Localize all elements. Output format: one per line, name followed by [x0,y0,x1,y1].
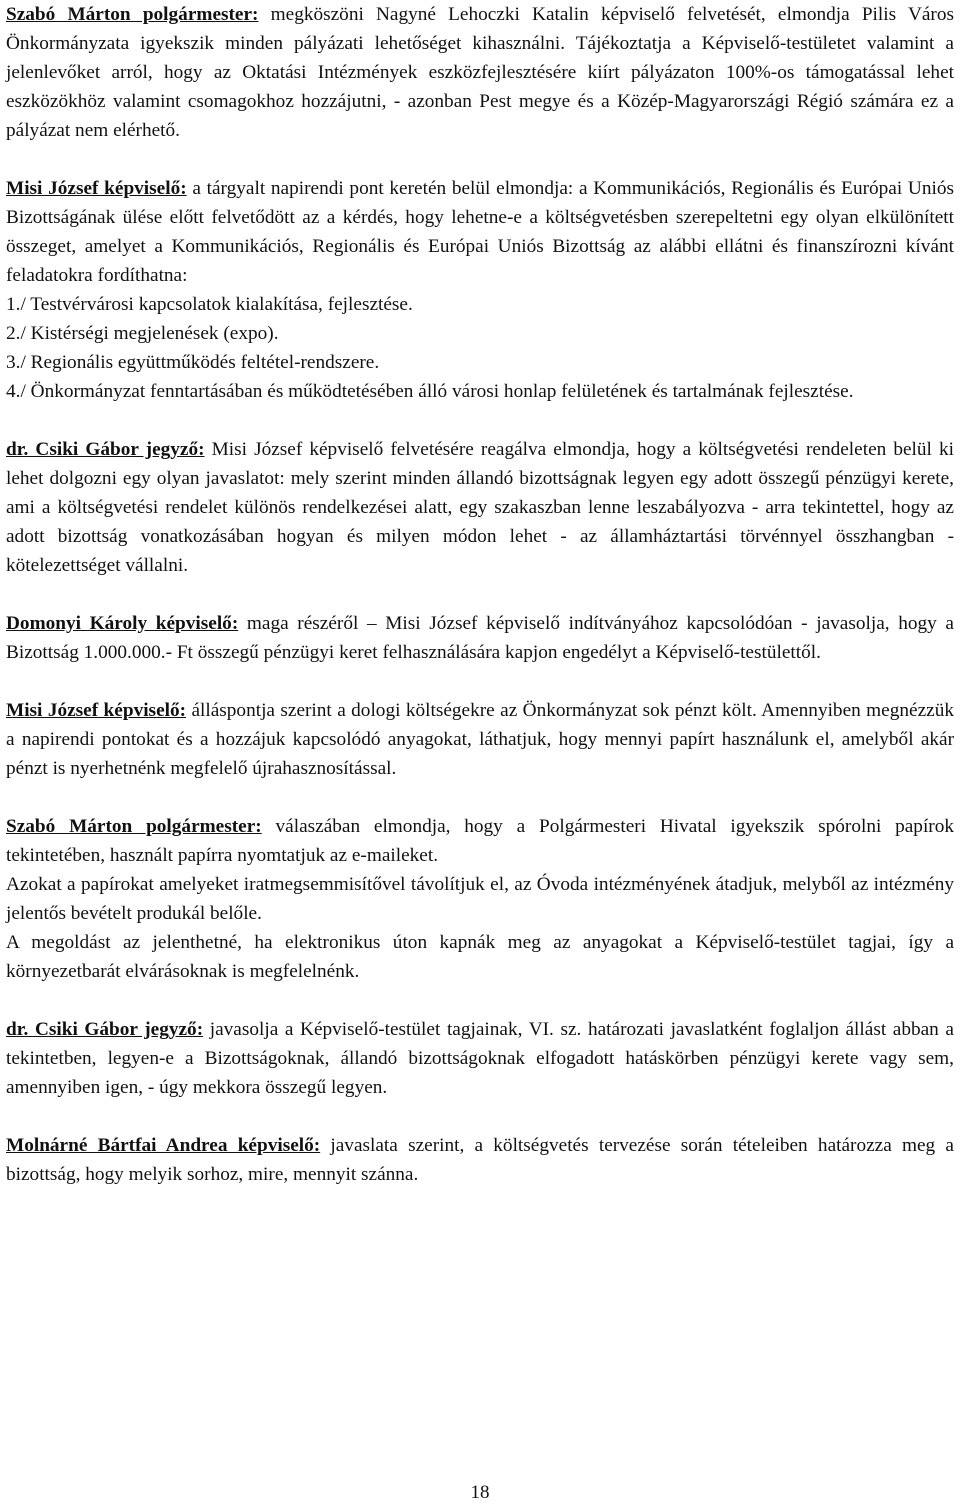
paragraph-misi-2 [6,696,954,783]
list-item: 1./ Testvérvárosi kapcsolatok kialakítása, fejlesztése. [6,294,413,315]
speaker-name: Szabó Márton polgármester: [6,816,262,837]
speaker-name: Domonyi Károly képviselő: [6,613,239,634]
paragraph-gap [6,783,954,812]
paragraph-text: megköszöni Nagyné Lehoczki Katalin képviselő felvetését, elmondja Pilis Város Önkormányzata igyekszik minden pályázati lehetőséget kihasználni. Tájékoztatja a Képviselő-testületet valamint a jelenlevőket arról, hogy az Oktatási Intézmények eszközfejlesztésére kiírt pályázaton 100%-os támogatással lehet eszközökhöz valamint csomagokhoz hozzájutni, - azonban Pest megye és a Közép-Magyarországi Régió számára ez a pályázat nem elérhető. [6,4,954,141]
paragraph-gap [6,406,954,435]
paragraph-text: javasolja a Képviselő-testület tagjainak, VI. sz. határozati javaslatként foglaljon állást abban a tekintetben, legyen-e a Bizottságoknak, állandó bizottságoknak elfogadott hatáskörben pénzügyi kerete vagy sem, amennyiben igen, - úgy mekkora összegű legyen. [6,1019,954,1098]
document-page [6,0,954,1189]
paragraph-misi-1 [6,174,954,290]
paragraph-csiki-1 [6,435,954,580]
paragraph-gap [6,986,954,1015]
list-item: 2./ Kistérségi megjelenések (expo). [6,323,279,344]
paragraph-molnarne [6,1131,954,1189]
paragraph-szabo-2 [6,812,954,870]
list-item: 4./ Önkormányzat fenntartásában és működtetésében álló városi honlap felületének és tartalmának fejlesztése. [6,381,854,402]
paragraph-gap [6,667,954,696]
speaker-name: dr. Csiki Gábor jegyző: [6,1019,204,1040]
page-number: 18 [470,1482,490,1503]
speaker-name: Molnárné Bártfai Andrea képviselő: [6,1135,321,1156]
paragraph-text: Misi József képviselő felvetésére reagálva elmondja, hogy a költségvetési rendeleten belül ki lehet dolgozni egy olyan javaslatot: mely szerint minden állandó bizottságnak legyen egy adott összegű pénzügyi kerete, ami a költségvetési rendelet különös rendelkezései alatt, egy szakaszban lenne leszabályozva - arra tekintettel, hogy az adott bizottság vonatkozásában hogyan és milyen módon lehet - az államháztartási törvénnyel összhangban - kötelezettséget vállalni. [6,439,954,576]
speaker-name: Misi József képviselő: [6,700,187,721]
paragraph-text: válaszában elmondja, hogy a Polgármesteri Hivatal igyekszik spórolni papírok tekintetében, használt papírra nyomtatjuk az e-maileket. [6,816,955,866]
paragraph-text: Azokat a papírokat amelyeket iratmegsemmisítővel távolítjuk el, az Óvoda intézményének átadjuk, melyből az intézmény jelentős bevételt produkál belőle. [6,874,954,924]
paragraph-gap [6,1102,954,1131]
paragraph-domonyi [6,609,954,667]
speaker-name: dr. Csiki Gábor jegyző: [6,439,205,460]
speaker-name: Misi József képviselő: [6,178,187,199]
paragraph-text: a tárgyalt napirendi pont keretén belül elmondja: a Kommunikációs, Regionális és Európai Uniós Bizottságának ülése előtt felvetődött az a kérdés, hogy lehetne-e a költségvetésben szerepeltetni egy olyan elkülönített összeget, amelyet a Kommunikációs, Regionális és Európai Uniós Bizottság az alábbi ellátni és finanszírozni kívánt feladatokra fordíthatna: [6,178,954,286]
paragraph-gap [6,145,954,174]
paragraph-gap [6,580,954,609]
paragraph-text: A megoldást az jelenthetné, ha elektronikus úton kapnák meg az anyagokat a Képviselő-testület tagjai, így a környezetbarát elvárásoknak is megfelelnénk. [6,932,954,982]
paragraph-text: álláspontja szerint a dologi költségekre az Önkormányzat sok pénzt költ. Amennyiben megnézzük a napirendi pontokat és a hozzájuk kapcsolódó anyagokat, láthatjuk, hogy mennyi papírt használunk el, amelyből akár pénzt is nyerhetnénk megfelelő újrahasznosítással. [6,700,954,779]
paragraph-text: maga részéről – Misi József képviselő indítványához kapcsolódóan - javasolja, hogy a Bizottság 1.000.000.- Ft összegű pénzügyi keret felhasználására kapjon engedélyt a Képviselő-testülettől. [6,613,954,663]
list-item: 3./ Regionális együttműködés feltétel-rendszere. [6,352,380,373]
paragraph-text: javaslata szerint, a költségvetés tervezése során tételeiben határozza meg a bizottság, hogy melyik sorhoz, mire, mennyit szánna. [6,1135,954,1185]
paragraph-szabo-1 [6,0,954,145]
paragraph-csiki-2 [6,1015,954,1102]
speaker-name: Szabó Márton polgármester: [6,4,259,25]
